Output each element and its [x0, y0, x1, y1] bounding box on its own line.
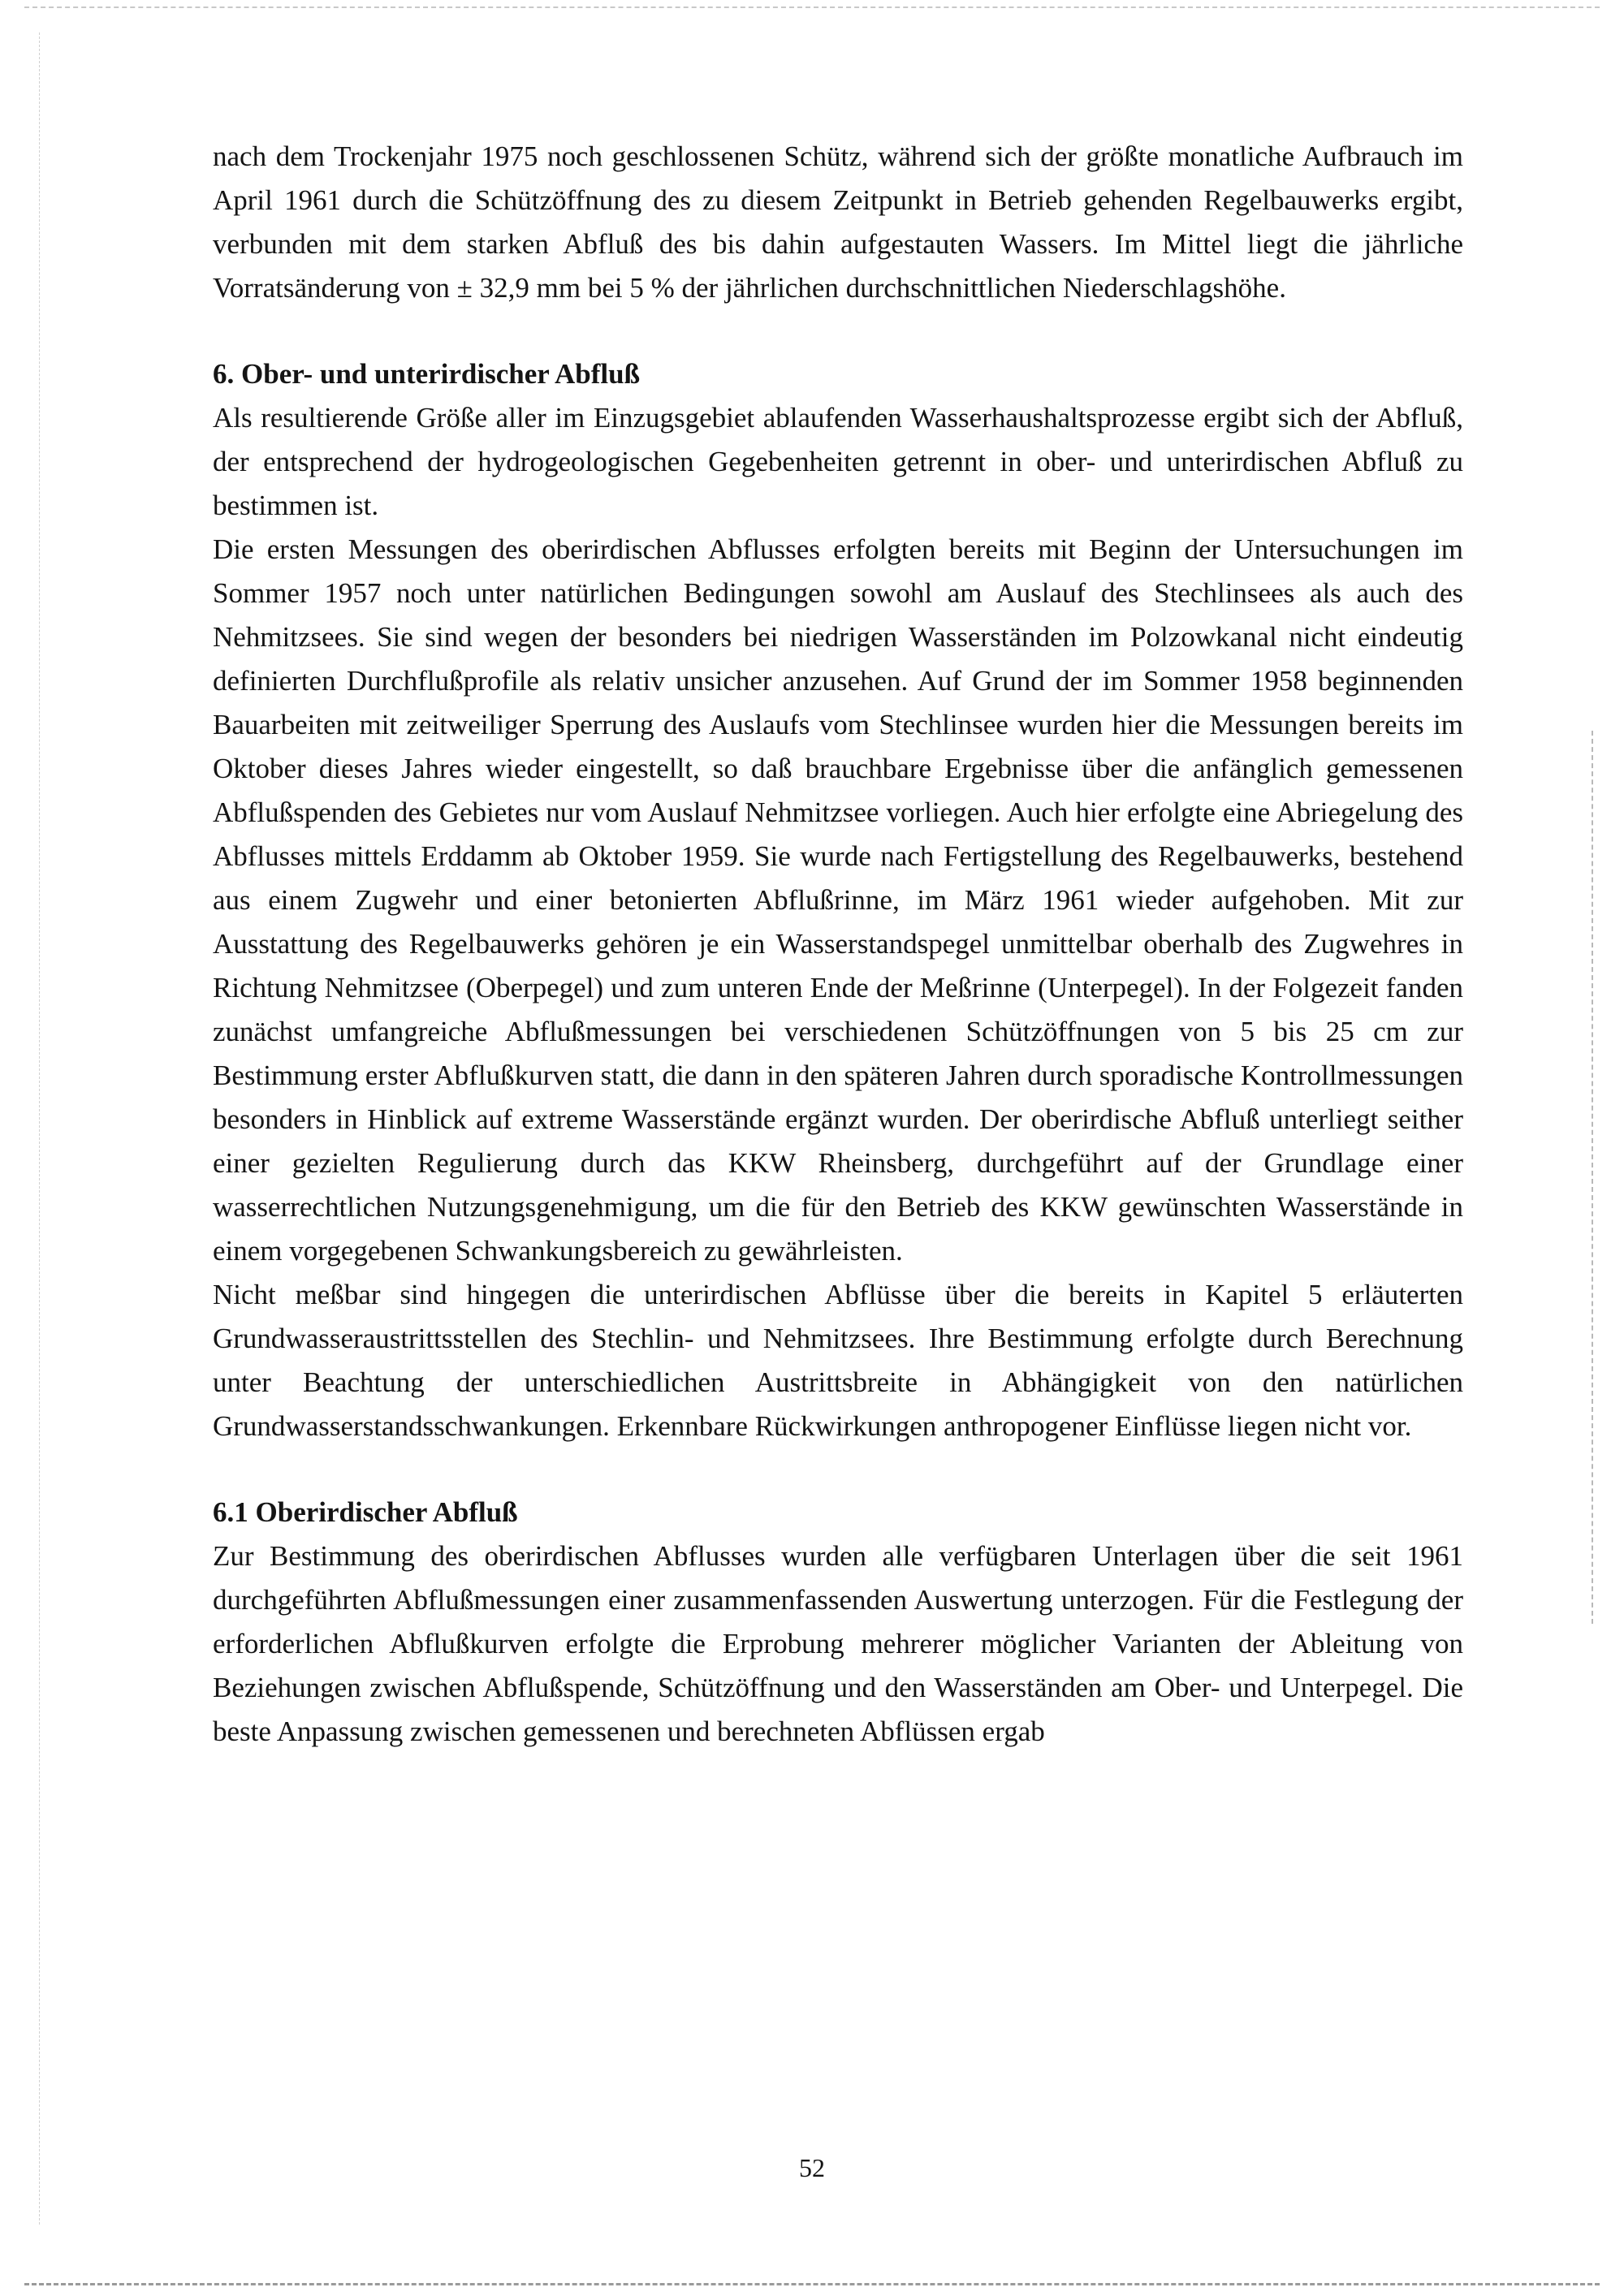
section-6-paragraph: Als resultierende Größe aller im Einzugsgebiet ablaufenden Wasserhaushaltsprozesse ergibt sich der Abfluß, der entsprechend der hydrogeologischen Gegebenheiten getrennt in ober- und unterirdischen Abfluß zu bestimmen ist.: [213, 402, 1463, 521]
section-6-heading: 6. Ober- und unterirdischer Abfluß: [213, 358, 641, 390]
scan-edge-right: [1592, 731, 1593, 1624]
scan-edge-left: [39, 32, 40, 2225]
scan-border-top: [24, 6, 1600, 8]
page-body: [213, 135, 1463, 1754]
section-6-1-paragraph: Zur Bestimmung des oberirdischen Abflusses wurden alle verfügbaren Unterlagen über die seit 1961 durchgeführten Abflußmessungen einer zusammenfassenden Auswertung unterzogen. Für die Festlegung der erforderlichen Abflußkurven erfolgte die Erprobung mehrerer möglicher Varianten der Ableitung von Beziehungen zwischen Abflußspende, Schützöffnung und den Wasserständen am Ober- und Unterpegel. Die beste Anpassung zwischen gemessenen und berechneten Abflüssen ergab: [213, 1540, 1463, 1747]
section-6-1-heading: 6.1 Oberirdischer Abfluß: [213, 1496, 518, 1528]
section-6-paragraph: Die ersten Messungen des oberirdischen Abflusses erfolgten bereits mit Beginn der Untersuchungen im Sommer 1957 noch unter natürlichen Bedingungen sowohl am Auslauf des Stechlinsees als auch des Nehmitzsees. Sie sind wegen der besonders bei niedrigen Wasserständen im Polzowkanal nicht eindeutig definierten Durchflußprofile als relativ unsicher anzusehen. Auf Grund der im Sommer 1958 beginnenden Bauarbeiten mit zeitweiliger Sperrung des Auslaufs vom Stechlinsee wurden hier die Messungen bereits im Oktober dieses Jahres wieder eingestellt, so daß brauchbare Ergebnisse über die anfänglich gemessenen Abflußspenden des Gebietes nur vom Auslauf Nehmitzsee vorliegen. Auch hier erfolgte eine Abriegelung des Abflusses mittels Erddamm ab Oktober 1959. Sie wurde nach Fertigstellung des Regelbauwerks, bestehend aus einem Zugwehr und einer betonierten Abflußrinne, im März 1961 wieder aufgehoben. Mit zur Ausstattung des Regelbauwerks gehören je ein Wasserstandspegel unmittelbar oberhalb des Zugwehres in Richtung Nehmitzsee (Oberpegel) und zum unteren Ende der Meßrinne (Unterpegel). In der Folgezeit fanden zunächst umfangreiche Abflußmessungen bei verschiedenen Schützöffnungen von 5 bis 25 cm zur Bestimmung erster Abflußkurven statt, die dann in den späteren Jahren durch sporadische Kontrollmessungen besonders in Hinblick auf extreme Wasserstände ergänzt wurden. Der oberirdische Abfluß unterliegt seither einer gezielten Regulierung durch das KKW Rheinsberg, durchgeführt auf der Grundlage einer wasserrechtlichen Nutzungsgenehmigung, um die für den Betrieb des KKW gewünschten Wasserstände in einem vorgegebenen Schwankungsbereich zu gewährleisten.: [213, 533, 1463, 1267]
section-6-paragraph: Nicht meßbar sind hingegen die unterirdischen Abflüsse über die bereits in Kapitel 5 erläuterten Grundwasseraustrittsstellen des Stechlin- und Nehmitzsees. Ihre Bestimmung erfolgte durch Berechnung unter Beachtung der unterschiedlichen Austrittsbreite in Abhängigkeit von den natürlichen Grundwasserstandsschwankungen. Erkennbare Rückwirkungen anthropogener Einflüsse liegen nicht vor.: [213, 1279, 1463, 1442]
page-number: 52: [799, 2153, 825, 2182]
scan-border-bottom: [24, 2283, 1600, 2285]
intro-paragraph: nach dem Trockenjahr 1975 noch geschlossenen Schütz, während sich der größte monatliche Aufbrauch im April 1961 durch die Schützöffnung des zu diesem Zeitpunkt in Betrieb gehenden Regelbauwerks ergibt, verbunden mit dem starken Abfluß des bis dahin aufgestauten Wassers. Im Mittel liegt die jährliche Vorratsänderung von ± 32,9 mm bei 5 % der jährlichen durchschnittlichen Niederschlagshöhe.: [213, 140, 1463, 304]
